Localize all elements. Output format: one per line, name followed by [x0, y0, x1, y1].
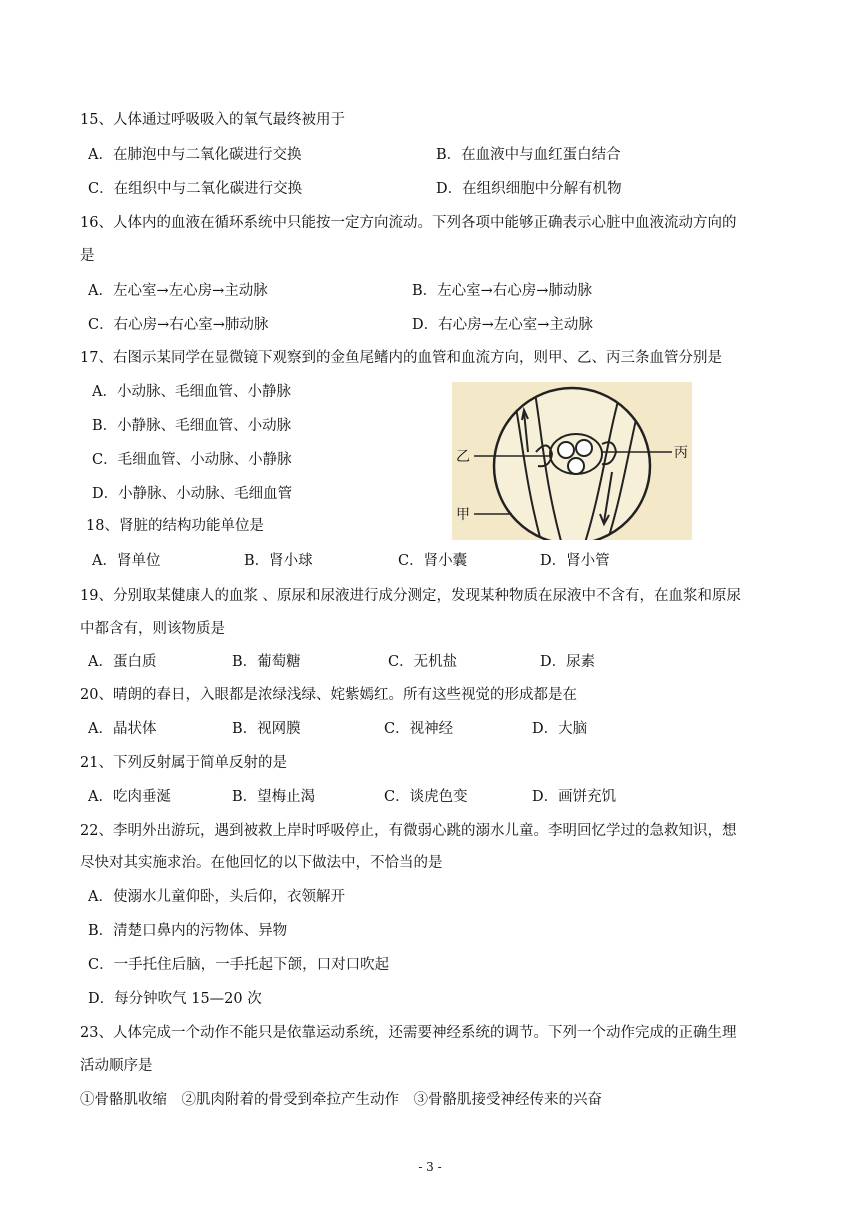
q19-option-c: C．无机盐	[388, 654, 458, 670]
q16-option-b: B．左心室→右心房→肺动脉	[412, 283, 592, 299]
q21-option-d: D．画饼充饥	[532, 789, 617, 805]
q18-option-a: A．肾单位	[92, 553, 161, 569]
label-yi: 乙	[456, 449, 470, 465]
q15-option-d: D．在组织细胞中分解有机物	[436, 181, 622, 197]
q18-stem: 18、肾脏的结构功能单位是	[86, 518, 264, 534]
q18-option-b: B．肾小球	[244, 553, 313, 569]
q20-option-d: D．大脑	[532, 721, 588, 737]
q22-option-d: D．每分钟吹气 15—20 次	[88, 991, 262, 1007]
q18-option-c: C．肾小囊	[398, 553, 468, 569]
q19-option-b: B．葡萄糖	[232, 654, 301, 670]
q20-option-c: C．视神经	[384, 721, 454, 737]
q20-stem: 20、晴朗的春日，入眼都是浓绿浅绿、姹紫嫣红。所有这些视觉的形成都是在	[80, 687, 577, 703]
q22-stem-line2: 尽快对其实施求治。在他回忆的以下做法中，不恰当的是	[80, 855, 443, 871]
q21-option-a: A．吃肉垂涎	[88, 789, 171, 805]
q15-option-c: C．在组织中与二氧化碳进行交换	[88, 181, 303, 197]
q19-option-d: D．尿素	[540, 654, 596, 670]
q22-option-c: C．一手托住后脑，一手托起下颌，口对口吹起	[88, 957, 390, 973]
q20-option-a: A．晶状体	[88, 721, 157, 737]
q16-stem-line1: 16、人体内的血液在循环系统中只能按一定方向流动。下列各项中能够正确表示心脏中血液流动方向的	[80, 215, 737, 231]
q17-stem: 17、右图示某同学在显微镜下观察到的金鱼尾鳍内的血管和血流方向，则甲、乙、丙三条血管分别是	[80, 350, 722, 366]
q15-option-a: A．在肺泡中与二氧化碳进行交换	[88, 147, 302, 163]
q16-option-a: A．左心室→左心房→主动脉	[88, 283, 268, 299]
q22-option-a: A．使溺水儿童仰卧，头后仰，衣领解开	[88, 889, 345, 905]
q18-option-d: D．肾小管	[540, 553, 610, 569]
q23-steps: ①骨骼肌收缩 ②肌肉附着的骨受到牵拉产生动作 ③骨骼肌接受神经传来的兴奋	[80, 1092, 602, 1108]
q15-option-b: B．在血液中与血红蛋白结合	[436, 147, 621, 163]
q17-option-a: A．小动脉、毛细血管、小静脉	[92, 384, 291, 400]
capillary-cell	[568, 458, 584, 474]
q21-stem: 21、下列反射属于简单反射的是	[80, 755, 287, 771]
q16-option-d: D．右心房→左心室→主动脉	[412, 317, 593, 333]
q16-option-c: C．右心房→右心室→肺动脉	[88, 317, 269, 333]
capillary-cell	[558, 442, 574, 458]
blood-vessel-figure	[452, 382, 692, 540]
q21-option-b: B．望梅止渴	[232, 789, 316, 805]
capillary-cell	[576, 440, 592, 456]
q15-stem: 15、人体通过呼吸吸入的氧气最终被用于	[80, 112, 345, 128]
q19-stem-line1: 19、分别取某健康人的血浆 、原尿和尿液进行成分测定，发现某种物质在尿液中不含有，在血浆和原尿	[80, 588, 742, 604]
q22-stem-line1: 22、李明外出游玩，遇到被救上岸时呼吸停止，有微弱心跳的溺水儿童。李明回忆学过的急救知识，想	[80, 823, 737, 839]
q20-option-b: B．视网膜	[232, 721, 301, 737]
q22-option-b: B．清楚口鼻内的污物体、异物	[88, 923, 288, 939]
label-bing: 丙	[674, 445, 688, 461]
q19-stem-line2: 中都含有，则该物质是	[80, 621, 225, 637]
q23-stem-line2: 活动顺序是	[80, 1058, 153, 1074]
q19-option-a: A．蛋白质	[88, 654, 157, 670]
q21-option-c: C．谈虎色变	[384, 789, 468, 805]
q16-stem-line2: 是	[80, 248, 95, 264]
q23-stem-line1: 23、人体完成一个动作不能只是依靠运动系统，还需要神经系统的调节。下列一个动作完成的正确生理	[80, 1025, 737, 1041]
q17-option-c: C．毛细血管、小动脉、小静脉	[92, 452, 292, 468]
blood-vessel-diagram	[452, 382, 692, 540]
q17-option-d: D．小静脉、小动脉、毛细血管	[92, 486, 293, 502]
page-number: - 3 -	[418, 1160, 442, 1174]
q17-option-b: B．小静脉、毛细血管、小动脉	[92, 418, 292, 434]
label-jia: 甲	[456, 507, 470, 523]
